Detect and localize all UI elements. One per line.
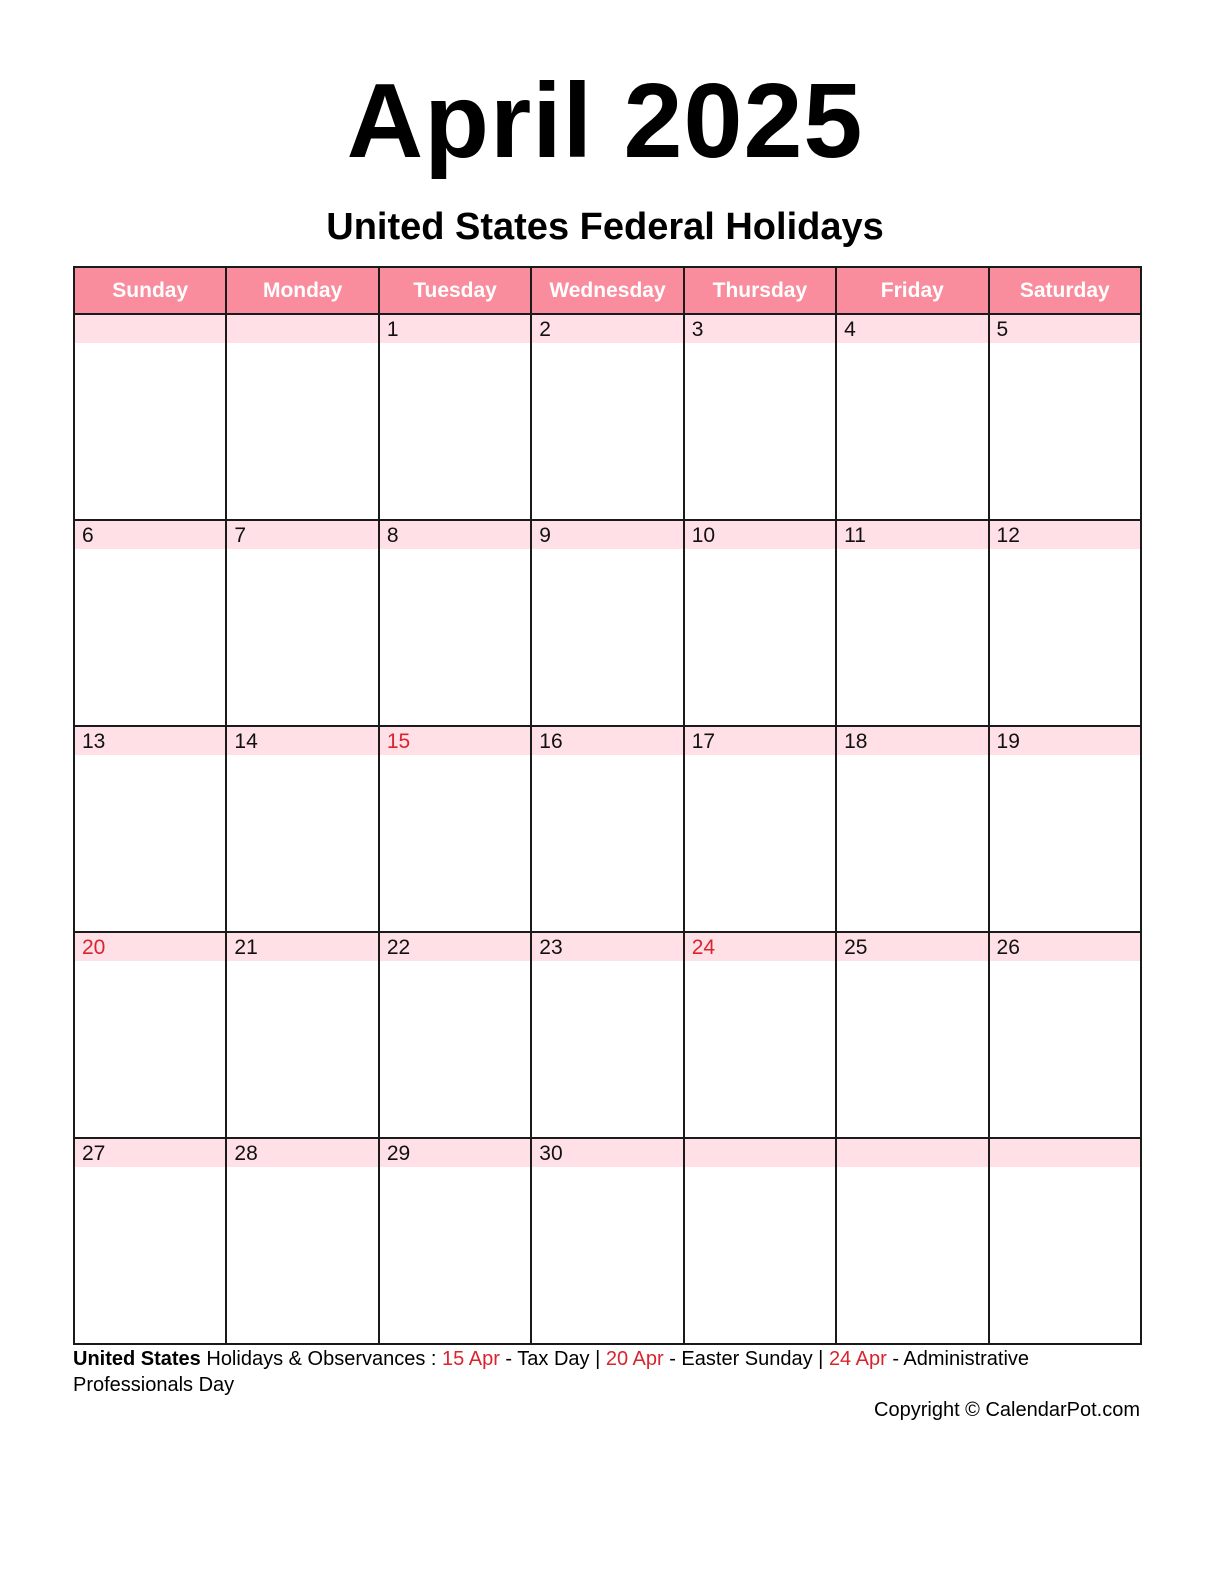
day-number: 12	[990, 521, 1140, 549]
day-cell	[379, 520, 531, 726]
calendar-grid	[73, 266, 1142, 1345]
day-number: 10	[685, 521, 835, 549]
day-cell	[684, 726, 836, 932]
day-number	[990, 1139, 1140, 1167]
day-cell	[74, 726, 226, 932]
day-cell	[379, 726, 531, 932]
holiday-name: - Administrative Professionals Day	[73, 1348, 1030, 1396]
day-cell	[379, 932, 531, 1138]
day-cell	[989, 1138, 1141, 1344]
day-cell	[989, 932, 1141, 1138]
day-cell	[989, 520, 1141, 726]
day-cell	[379, 1138, 531, 1344]
holiday-day-number: 24	[685, 933, 835, 961]
holiday-date: 20 Apr	[605, 1348, 664, 1370]
day-cell	[226, 1138, 378, 1344]
weekday-header: Tuesday	[379, 267, 531, 314]
day-cell	[989, 314, 1141, 520]
weekday-header: Sunday	[74, 267, 226, 314]
page-subtitle: United States Federal Holidays	[326, 206, 884, 248]
day-cell	[74, 314, 226, 520]
notes-country: United States	[73, 1348, 201, 1370]
day-number: 2	[532, 315, 682, 343]
day-number	[75, 315, 225, 343]
weekday-header: Monday	[226, 267, 378, 314]
day-number: 21	[227, 933, 377, 961]
day-number: 7	[227, 521, 377, 549]
day-cell	[531, 520, 683, 726]
day-cell	[684, 314, 836, 520]
day-cell	[74, 932, 226, 1138]
calendar-body	[74, 314, 1141, 1344]
holiday-notes	[73, 1346, 1153, 1398]
day-number: 4	[837, 315, 987, 343]
notes-label: Holidays & Observances :	[200, 1348, 443, 1370]
day-cell	[226, 932, 378, 1138]
day-number: 23	[532, 933, 682, 961]
day-number: 26	[990, 933, 1140, 961]
day-cell	[226, 520, 378, 726]
day-cell	[836, 726, 988, 932]
holiday-name: - Tax Day |	[499, 1348, 606, 1370]
day-cell	[74, 520, 226, 726]
day-number: 29	[380, 1139, 530, 1167]
day-cell	[531, 1138, 683, 1344]
day-cell	[836, 314, 988, 520]
day-cell	[836, 1138, 988, 1344]
day-cell	[684, 932, 836, 1138]
holiday-day-number: 15	[380, 727, 530, 755]
day-number	[837, 1139, 987, 1167]
day-cell	[531, 314, 683, 520]
weekday-header: Thursday	[684, 267, 836, 314]
day-cell	[531, 726, 683, 932]
holiday-name: - Easter Sunday |	[663, 1348, 829, 1370]
weekday-header: Wednesday	[531, 267, 683, 314]
copyright: Copyright © CalendarPot.com	[874, 1399, 1140, 1421]
day-number: 14	[227, 727, 377, 755]
day-cell	[836, 520, 988, 726]
week-row	[74, 520, 1141, 726]
day-number: 9	[532, 521, 682, 549]
day-number: 16	[532, 727, 682, 755]
day-cell	[226, 726, 378, 932]
day-number: 11	[837, 521, 987, 549]
day-number: 28	[227, 1139, 377, 1167]
day-cell	[989, 726, 1141, 932]
day-number: 18	[837, 727, 987, 755]
day-number: 13	[75, 727, 225, 755]
holiday-date: 15 Apr	[442, 1348, 500, 1370]
weekday-header: Friday	[836, 267, 988, 314]
weekday-header: Saturday	[989, 267, 1141, 314]
day-number: 19	[990, 727, 1140, 755]
day-number: 30	[532, 1139, 682, 1167]
day-cell	[684, 1138, 836, 1344]
day-number: 5	[990, 315, 1140, 343]
day-cell	[531, 932, 683, 1138]
day-cell	[684, 520, 836, 726]
day-cell	[74, 1138, 226, 1344]
weekday-header-row	[74, 267, 1141, 314]
holiday-day-number: 20	[75, 933, 225, 961]
day-number: 27	[75, 1139, 225, 1167]
day-number	[685, 1139, 835, 1167]
day-number: 3	[685, 315, 835, 343]
week-row	[74, 314, 1141, 520]
day-number: 17	[685, 727, 835, 755]
day-number: 8	[380, 521, 530, 549]
week-row	[74, 932, 1141, 1138]
day-number: 6	[75, 521, 225, 549]
page-title: April 2025	[346, 62, 864, 180]
day-number: 22	[380, 933, 530, 961]
day-cell	[226, 314, 378, 520]
day-number: 25	[837, 933, 987, 961]
day-number: 1	[380, 315, 530, 343]
day-cell	[836, 932, 988, 1138]
week-row	[74, 726, 1141, 932]
week-row	[74, 1138, 1141, 1344]
holiday-date: 24 Apr	[828, 1348, 887, 1370]
day-number	[227, 315, 377, 343]
day-cell	[379, 314, 531, 520]
